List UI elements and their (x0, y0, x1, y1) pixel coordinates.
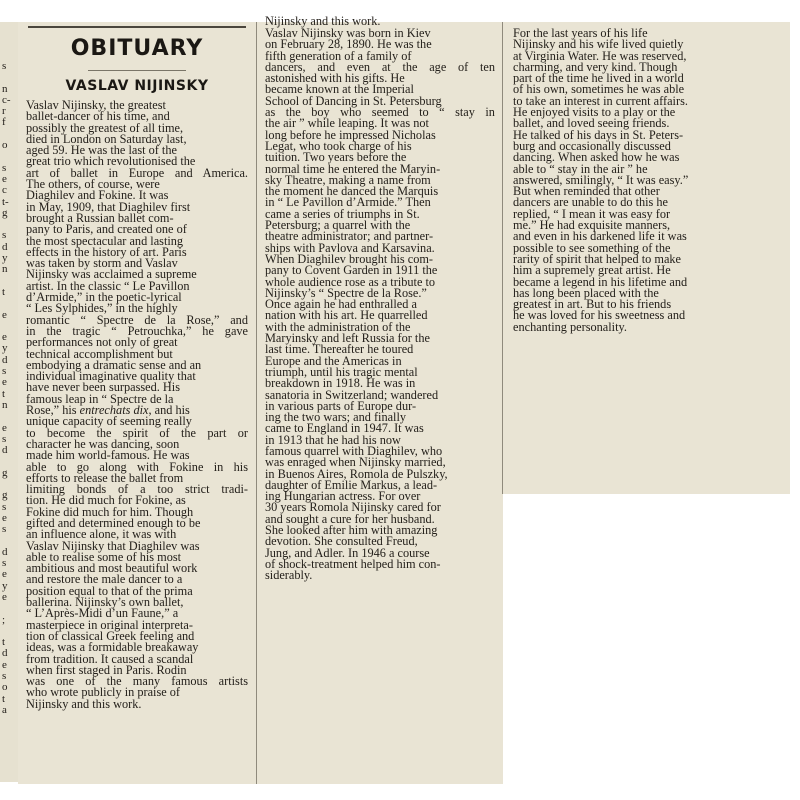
col2-line: with the administration of the (265, 319, 411, 334)
col2-line: Jung, and Adler. In 1946 a course (265, 545, 430, 560)
fragment-letters-line: s (2, 229, 7, 242)
column-2 (256, 14, 503, 784)
col1-line: character he was dancing, soon (26, 436, 180, 451)
col1-line: brought a Russian ballet com- (26, 210, 174, 225)
col3-line: he was loved for his sweetness and (513, 308, 686, 323)
col1-line: limiting bonds of a too strict tradi- (26, 482, 249, 497)
section-title: OBITUARY (70, 36, 204, 61)
fragment-letters-line: e (2, 308, 7, 321)
col1-line: to become the spirit of the part or (26, 425, 248, 440)
col1-line: famous leap in “ Spectre de la (26, 391, 174, 406)
col3-line: dancers are unable to do this he (513, 195, 669, 210)
col3-line: possible to see something of the (513, 240, 671, 255)
col3-line: able to “ stay in the air ” he (513, 161, 648, 176)
col1-line: Fokine did much for him. Though (26, 504, 194, 519)
col2-line: ing the two wars; and finally (265, 410, 407, 425)
fragment-column (0, 22, 19, 782)
col2-line: siderably. (265, 568, 313, 583)
col2-line: in various parts of Europe dur- (265, 398, 417, 413)
column-1 (18, 22, 256, 784)
col2-line: Vaslav Nijinsky was born in Kiev (265, 26, 431, 40)
fragment-letters-line: t (2, 692, 6, 705)
fragment-letters-line: ; (2, 613, 6, 626)
col2-line: nation with his art. He quarrelled (265, 308, 428, 323)
col2-line: the moment he danced the Marquis (265, 184, 439, 199)
col1-line: aged 59. He was the last of the (26, 143, 177, 158)
col2-line: came to England in 1947. It was (265, 421, 424, 436)
title-rule (88, 70, 186, 71)
col2-line: came a series of triumphs in St. (265, 206, 420, 221)
fragment-letters-line: e (2, 590, 7, 603)
fragment-letters-line (2, 72, 11, 83)
col1-line: “ L’Après-Midi d’un Faune,” a (26, 606, 179, 621)
col1-line: unique capacity of seeming really (26, 414, 192, 429)
fragment-letters-line: g (2, 489, 8, 502)
col3-line: answered, smilingly, “ It was easy.” (513, 172, 689, 187)
fragment-letters-line: s (2, 500, 7, 513)
col1-line: tion. He did much for Fokine, as (26, 493, 186, 508)
col1-line: who wrote publicly in praise of (26, 685, 181, 700)
col3-line: replied, “ I mean it was easy for (513, 206, 671, 221)
col2-line: She looked after him with amazing (265, 523, 438, 538)
fragment-letters-line: s (2, 557, 7, 570)
col1-line: ballet-dancer of his time, and (26, 109, 170, 124)
col2-line: was enraged when Nijinsky married, (265, 455, 446, 470)
fragment-letters-line: y (2, 252, 8, 265)
column-3 (502, 22, 790, 494)
fragment-letters-line: d (2, 647, 8, 660)
col1-line: ballerina. Nijinsky’s own ballet, (26, 595, 184, 610)
obituary-name: VASLAV NIJINSKY (65, 78, 209, 94)
col2-line: famous quarrel with Diaghilev, who (265, 443, 443, 458)
col2-line: long before he impressed Nicholas (265, 127, 436, 142)
fragment-letters-line: n (2, 398, 8, 411)
col1-line: artist. In the classic “ Le Pavillon (26, 278, 190, 293)
col3-line: and even in his darkened life it was (513, 229, 687, 244)
col2-line: theatre administrator; and partner- (265, 229, 434, 244)
fragment-letters-line: n (2, 263, 8, 276)
col3-line: But when reminded that other (513, 184, 660, 199)
col3-line: Nijinsky and his wife lived quietly (513, 37, 684, 52)
col1-line: embodying a dramatic sense and an (26, 357, 202, 372)
col1-line: Vaslav Nijinsky that Diaghilev was (26, 538, 200, 553)
col2-line: as the boy who seemed to “ stay in (265, 105, 495, 120)
col2-line: tuition. Two years before the (265, 150, 407, 165)
fragment-letters-line: e (2, 376, 7, 389)
fragment-letters-line: s (2, 365, 7, 378)
fragment-letters-line: s (2, 161, 7, 174)
col3-line: rarity of spirit that helped to make (513, 251, 682, 266)
col3-line: enchanting personality. (513, 319, 627, 334)
fragment-letters-line: g (2, 206, 8, 219)
col3-line: to take an interest in current affairs. (513, 93, 688, 108)
fragment-letters-line: t (2, 285, 6, 298)
col2-line: in “ Le Pavillon d’Armide.” Then (265, 195, 431, 210)
fragment-letters-line: e (2, 658, 7, 671)
col1-line: Rose,” his entrechats dix, and his (26, 403, 190, 418)
col2-line: School of Dancing in St. Petersburg (265, 93, 442, 108)
fragment-letters-line: e (2, 568, 7, 581)
fragment-letters-line: y (2, 342, 8, 355)
col2-line: became known at the Imperial (265, 82, 414, 97)
fragment-letters-line: f (2, 116, 6, 129)
top-rule (28, 26, 246, 28)
fragment-letters-line: d (2, 545, 8, 558)
col1-line: efforts to release the ballet from (26, 470, 184, 485)
fragment-letters-line: d (2, 353, 8, 366)
col3-line: me.” He had exquisite manners, (513, 218, 671, 233)
col2-line: whole audience rose as a tribute to (265, 274, 436, 289)
column-2-body (265, 28, 495, 582)
fragment-letters-line: o (2, 139, 8, 152)
col3-line: burg and occasionally discussed (513, 138, 671, 153)
cutoff-line-text: Nijinsky and this work. (265, 14, 381, 28)
col1-line: Nijinsky was acclaimed a supreme (26, 267, 197, 282)
fragment-letters-line (2, 151, 11, 162)
fragment-letters-line: c- (2, 93, 11, 106)
fragment-letters-line (2, 603, 11, 614)
col2-line: Europe and the Americas in (265, 353, 402, 368)
col2-line: When Diaghilev brought his com- (265, 251, 434, 266)
col1-line: ideas, was a formidable breakaway (26, 640, 199, 655)
col1-line: from tradition. It caused a scandal (26, 651, 194, 666)
col1-line: in the tragic “ Petrouchka,” he gave (26, 323, 249, 338)
col2-line: ships with Pavlova and Karsavina. (265, 240, 435, 255)
col3-line: became a legend in his lifetime and (513, 274, 688, 289)
col1-line: Vaslav Nijinsky, the greatest (26, 98, 166, 112)
col3-line: He enjoyed visits to a play or the (513, 105, 676, 120)
column-3-body (513, 28, 688, 333)
fragment-letters-line (2, 298, 11, 309)
col1-line: The others, of course, were (26, 177, 160, 192)
col2-line: the air ” while leaping. It was not (265, 116, 429, 131)
col2-line: Once again he had enthralled a (265, 297, 417, 312)
col1-line: Nijinsky and this work. (26, 696, 142, 711)
col3-line: has long been placed with the (513, 285, 659, 300)
col1-line: an influence alone, it was with (26, 527, 177, 542)
col2-line: Petersburg; a quarrel with the (265, 218, 411, 233)
fragment-letters-line: e (2, 172, 7, 185)
col3-line: dancing. When asked how he was (513, 150, 680, 165)
col1-line: able to go along with Fokine in his (26, 459, 249, 474)
col3-line: ballet, and loved seeing friends. (513, 116, 670, 131)
col2-line: 30 years Romola Nijinsky cared for (265, 500, 441, 515)
col1-line: possibly the greatest of all time, (26, 120, 184, 135)
col1-line: gifted and determined enough to be (26, 515, 201, 530)
col3-line: him a supremely great artist. He (513, 263, 671, 278)
col2-line: Nijinsky’s “ Spectre de la Rose.” (265, 285, 427, 300)
col2-line: triumph, until his tragic mental (265, 364, 418, 379)
col2-line: breakdown in 1918. He was in (265, 376, 416, 391)
col3-line: at Virginia Water. He was reserved, (513, 48, 687, 63)
fragment-letters-line: e (2, 421, 7, 434)
col1-line: position equal to that of the prima (26, 583, 193, 598)
col1-line: in May, 1909, that Diaghilev first (26, 199, 191, 214)
fragment-letters-line: a (2, 703, 7, 716)
fragment-letters (2, 61, 11, 716)
col2-line: and sought a cure for her husband. (265, 511, 435, 526)
fragment-letters-line: n (2, 82, 8, 95)
col2-line: dancers, and even at the age of ten (265, 59, 496, 74)
fragment-letters-line: d (2, 444, 8, 457)
col3-line: charming, and very kind. Though (513, 59, 678, 74)
col1-line: was taken by storm and Vaslav (26, 256, 178, 271)
fragment-letters-line: e (2, 331, 7, 344)
col1-line: effects in the history of art. Paris (26, 244, 187, 259)
col2-line: in Buenos Aires, Romola de Pulszky, (265, 466, 448, 481)
fragment-letters-line: s (2, 523, 7, 536)
col1-line: art of ballet in Europe and America. (26, 165, 249, 180)
fragment-letters-line: s (2, 60, 7, 72)
col2-line: normal time he entered the Maryin- (265, 161, 441, 176)
col2-line: Legat, who took charge of his (265, 138, 412, 153)
col2-line: daughter of Emilie Markus, a lead- (265, 477, 438, 492)
col1-line: Diaghilev and Fokine. It was (26, 188, 169, 203)
fragment-letters-line: c (2, 184, 7, 197)
col1-line: and restore the male dancer to a (26, 572, 183, 587)
col3-line: He talked of his days in St. Peters- (513, 127, 684, 142)
col3-line: For the last years of his life (513, 26, 648, 40)
col2-line: pany to Covent Garden in 1911 the (265, 263, 438, 278)
col1-line: died in London on Saturday last, (26, 131, 187, 146)
col1-line: performances not only of great (26, 335, 178, 350)
fragment-letters-line: y (2, 579, 8, 592)
col1-line: d’Armide,” in the poetic-lyrical (26, 290, 182, 305)
col2-line: devotion. She consulted Freud, (265, 534, 418, 549)
col1-line: the most spectacular and lasting (26, 233, 184, 248)
col1-line: technical accomplishment but (26, 346, 173, 361)
col1-line: romantic “ Spectre de la Rose,” and (26, 312, 248, 327)
col3-line: greatest in art. But to his friends (513, 297, 672, 312)
col2-line: in 1913 that he had his now (265, 432, 401, 447)
col3-line: part of the time he lived in a world (513, 71, 684, 86)
col1-line: tion of classical Greek feeling and (26, 628, 195, 643)
col1-line: was one of the many famous artists (26, 674, 249, 689)
fragment-letters-line: g (2, 466, 8, 479)
fragment-letters-line (2, 456, 11, 467)
col2-line: Maryinsky and left Russia for the (265, 331, 430, 346)
col1-line: “ Les Sylphides,” in the highly (26, 301, 178, 316)
col1-line: great trio which revolutionised the (26, 154, 196, 169)
col1-line: pany to Paris, and created one of (26, 222, 187, 237)
col2-line: sanatoria in Switzerland; wandered (265, 387, 439, 402)
col2-line: astonished with his gifts. He (265, 71, 405, 86)
col1-line: masterpiece in original interpreta- (26, 617, 193, 632)
col1-line: ambitious and most beautiful work (26, 561, 198, 576)
fragment-letters-line (2, 411, 11, 422)
fragment-letters-line: r (2, 105, 6, 118)
col2-line: fifth generation of a family of (265, 48, 412, 63)
fragment-letters-line: s (2, 670, 7, 683)
col1-line: have never been surpassed. His (26, 380, 180, 395)
col2-line: sky Theatre, making a name from (265, 172, 431, 187)
fragment-letters-line: t- (2, 195, 9, 208)
fragment-letters-line: o (2, 681, 8, 694)
col1-line: when first staged in Paris. Rodin (26, 662, 187, 677)
fragment-letters-line: t (2, 636, 6, 649)
col2-line: last time. Thereafter he toured (265, 342, 414, 357)
fragment-letters-line: t (2, 387, 6, 400)
col2-line: on February 28, 1890. He was the (265, 37, 432, 52)
col2-line: ing Hungarian actress. For over (265, 489, 421, 504)
fragment-letters-line: e (2, 511, 7, 524)
col1-line: individual imaginative quality that (26, 369, 196, 384)
fragment-letters-line: s (2, 432, 7, 445)
column-1-body (26, 100, 248, 710)
col2-line: of shock-treatment helped him con- (265, 556, 441, 571)
fragment-letters-line: d (2, 240, 8, 253)
col1-line: able to realise some of his most (26, 549, 182, 564)
col3-line: of his own, sometimes he was able (513, 82, 685, 97)
col1-line: made him world-famous. He was (26, 448, 190, 463)
